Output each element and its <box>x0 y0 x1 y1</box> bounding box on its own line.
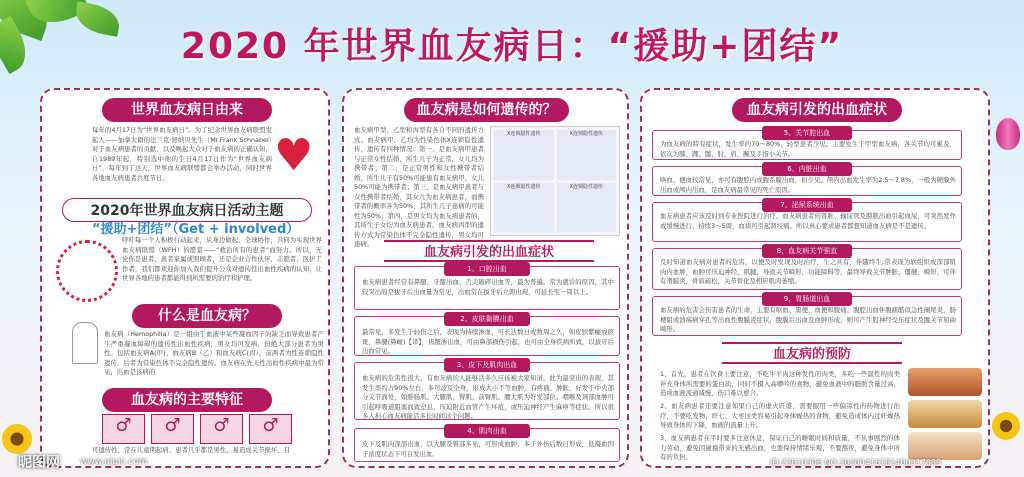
middle-panel <box>342 88 629 468</box>
watermark-id: ID:23810306 NO:20200416181400317089 <box>770 458 942 467</box>
diagram-cell: X连锁隐性遗传 <box>494 183 554 233</box>
sunflower-decoration <box>992 412 1020 440</box>
section-header: 血友病的预防 <box>722 342 902 364</box>
food-image <box>908 432 982 460</box>
prevention-text: 3、血友病患者在平时要多注意休息，保证自己的睡眠时间和质量，不从事剧烈的体力劳动，避免因碰撞带来的无感出血，也要保持情绪乐观，不要熬夜，避免身体中所有的负担。 <box>660 434 900 461</box>
features-text: 可遗传性、常在儿童期起病、患者几乎都是男性、易造成关节损坏、目 <box>92 446 291 454</box>
symptom-label: 8、血友病关节强直 <box>762 244 852 258</box>
watermark-logo: 昵图网 <box>18 455 60 471</box>
symptom-label: 7、泌尿系统出血 <box>762 198 852 212</box>
right-panel <box>640 88 990 468</box>
gender-icons: ♂ ♂ ♂ ♂ <box>102 414 292 444</box>
symptom-label: 6、内脏出血 <box>762 162 852 176</box>
inheritance-text: 血友病甲型、乙型和丙型有各自不同的遗传方式。血友病甲、乙均为性染色体X连锁隐性遗传，遗传有四种情况：第一，是血友病甲患者与正常女性结婚，所生儿子为正常，女儿均为携带者；第二，是正常男性和女性携带者结婚，所生儿子有50%可能患有血友病甲，女儿50%可能为携带者；第三，是血友病甲患者与女性携带者结婚，其女儿为血友病患者，而携带者的概率各为50%，其所生儿子患病的可能性为50%；第四，是男女均为血友病患者的，其所生子女均为血友病患者。血友病丙型的遗传方式为常染色体不完全隐性遗传，男女均可患病。 <box>354 126 484 248</box>
doctor-icon <box>72 322 98 364</box>
symptom-label: 9、胃肠道出血 <box>762 292 852 306</box>
food-image <box>908 368 982 396</box>
section-header: 血友病是如何遗传的？ <box>404 98 569 122</box>
symptom-label: 3、皮下及肌肉出血 <box>444 358 530 372</box>
food-image <box>908 400 982 428</box>
origin-text: 每年的4月17日为“世界血友病日”。为了纪念世界血友病联盟发起人——加拿大籍的法兰克·舒纳贝先生（Mr.Frank Schnabel）对于血友病患者的贡献，以及唤起大众对于血友病的正确认知，自1989年起，特别选中他的生日4月17日作为“世界血友病日”，每年到了这天，世界血友病联盟都会举办活动，同时世界各地血友病患者共度节日。 <box>92 126 272 182</box>
symptom-label: 4、肌肉出血 <box>444 424 530 438</box>
page-title: 2020 年世界血友病日：“援助+团结” <box>180 26 844 67</box>
theme-header: 2020年世界血友病日活动主题 <box>62 198 312 222</box>
sunflower-decoration <box>2 424 32 454</box>
prevention-text: 1、首先，患者在饮食上要注意，不吃牛羊肉这种发性的肉类，多吃一些温性的肉类补充身体所需要的蛋白质，同时不摄入高嘌呤的食物，避免血液中的脂肪含量过高，造成血液流通减慢，伤口难以愈合。 <box>660 370 900 397</box>
watermark-url: www.nipic.com <box>80 457 148 467</box>
symptom-text: 血友病的危害性很大，有血友病的人能够活多久应该被大家知道，此为最突出的表现，其发生率约占90%左右，多可波及全身，形成大小不等血肿，有疼痛、肿胀，好发于中央部分关节面处，如腓肠肌、大腿肌、臀肌、前臂肌、腰大肌为好发部位。咽喉及颈部血肿可引起呼吸道阻塞而致窒息，压迫附近血管产生坏疽，或压迫神经产生麻痹等症状。所以很多人担心血友病能活多长时间这个问题。 <box>362 374 614 420</box>
symptom-text: 咯血、便血较常见，亦可有腹腔内或腹系膜出血，但少见。颅内出血发生率为2.5～7.8%，一般为硬膜外出血或颅内出血，是血友病最常见的死亡原因。 <box>660 176 956 194</box>
symptom-label: 2、皮肤黏膜出血 <box>444 312 530 326</box>
what-is-text: 血友病（Hemophilia）是一组由于血液中某些凝血因子的缺乏而导致患者产生严重凝血障碍的遗传性出血性疾病，男女均可发病，但绝大部分患者为男性。包括血友病A(甲)、血友病B（乙）和血友病C(丙），前两者为性连锁隐性遗传，后者为常染色体不完全隐性遗传。血友病在先天性出血性疾病中最为常见，出血是该病的 <box>104 330 324 376</box>
diagram-cell: X连锁隐性遗传 <box>557 130 617 180</box>
symptom-text: 皮下及肌肉深部出血，以大腿及臀部多见，可形成血肿，多于外伤后数日形成，低凝血因子浓度状态下可自发出血。 <box>362 440 614 458</box>
symptom-text: 最常见，多发生于轻伤之后，表现为持续渗血，可长达数日或数周之久，如皮肤紫癜或瘀斑、鼻腿(鼻衄)【译】，齿龈渗出血，可由鼻部损伤引起，也可由全身疾病所致，以拔牙后出血常见。 <box>362 328 614 355</box>
symptom-text: 血友病的危害会伤害患者的生命，主要有呕血、黑便、血便和腹痛。腹腔出血伴腹痛酷似急性阑尾炎，肠梗阻或溃疡病穿孔等出血性腹膜炎症状，腹膜后出血及血肿形成，则可产生股神经受压症状及髋关节屈曲畸形。 <box>660 306 956 333</box>
diagram-cell: X连锁隐性遗传 <box>557 183 617 233</box>
symptom-text: 及时知道血友病对患者的危害，以便及时发现及时治疗，生之具有，伴随终生;常表现为软组织或深部肌肉内血肿，血肿可压迫神经、肌腱，导致关节畸形，功能障碍等，最终导致关节肿胀、僵硬、畸形，可伴有滑膜炎、骨质疏松、关节骨化及相应肌肉萎缩。 <box>660 258 956 285</box>
symptom-label: 5、关节腔出血 <box>762 126 852 140</box>
symptom-text: 为血友病的特有症状，发生率约70～80%，轻型患者少见。主要发生于甲型血友病，各关节均可累及，依次为膝、踝、髋、肘、肩、腕及手指小关节。 <box>660 140 956 158</box>
section-header: 血友病的主要特征 <box>102 388 272 412</box>
section-header: 什么是血友病？ <box>132 304 282 328</box>
prevention-text: 2、血友病患者还要注意如果自己的虚火旺盛，需要服用一些偏凉性的药物进行治疗，不要吃发物，旺七，大枣这类容易引起身体燥热的食物，避免造成体内过旺燥热导致身体的下降，血液的流量上升。 <box>660 402 900 429</box>
section-header: 世界血友病日由来 <box>102 98 272 122</box>
section-header: 血友病引发的出血症状 <box>732 98 902 122</box>
symptom-text: 血友病患者应该及时到专业医院进行治疗，血友病患者的肾脏、输尿管及膀胱出血引起血尿，可突然发作或缓慢进行，持续3～5周，血块可引起肾绞痛。所以真心要求患者都想知道血友病是不是遗传。 <box>660 212 956 230</box>
inheritance-diagram <box>490 126 620 236</box>
diagram-cell: X连锁隐性遗传 <box>494 130 554 180</box>
people-circle-icon <box>56 240 118 302</box>
symptom-label: 1、口腔出血 <box>444 262 530 276</box>
left-panel <box>40 88 330 468</box>
balloon-icon <box>996 118 1020 150</box>
symptom-text: 血友病患者经常有鼻腿、牙龈出血、舌尖破碎出血等，最为普遍。常为就诊的原因，其中较突出的是拔牙后出血量为常见，出血常在拔牙后立即出现，可延长至一周以上。 <box>362 278 614 296</box>
slogan: “援助+团结”（Get + involved） <box>92 222 300 237</box>
section-header: 血友病引发的出血症状 <box>384 240 594 262</box>
heart-icon: ♥ <box>274 130 314 181</box>
theme-text: 呼吁每一个人积极行动起来，从身边做起，全球协作，共同为实现世界血友病联盟（WFH）的愿景——“救治所有的患者”而努力。所以，无论你是患者、患者家属或照顾者，还是企业合作伙伴、志愿者、医护工作者，我们都欢迎你加入我们提升公众对遗传性出血性疾病的认知，让世界各地的患者都能得到所需要的治疗和护理。 <box>122 236 322 282</box>
